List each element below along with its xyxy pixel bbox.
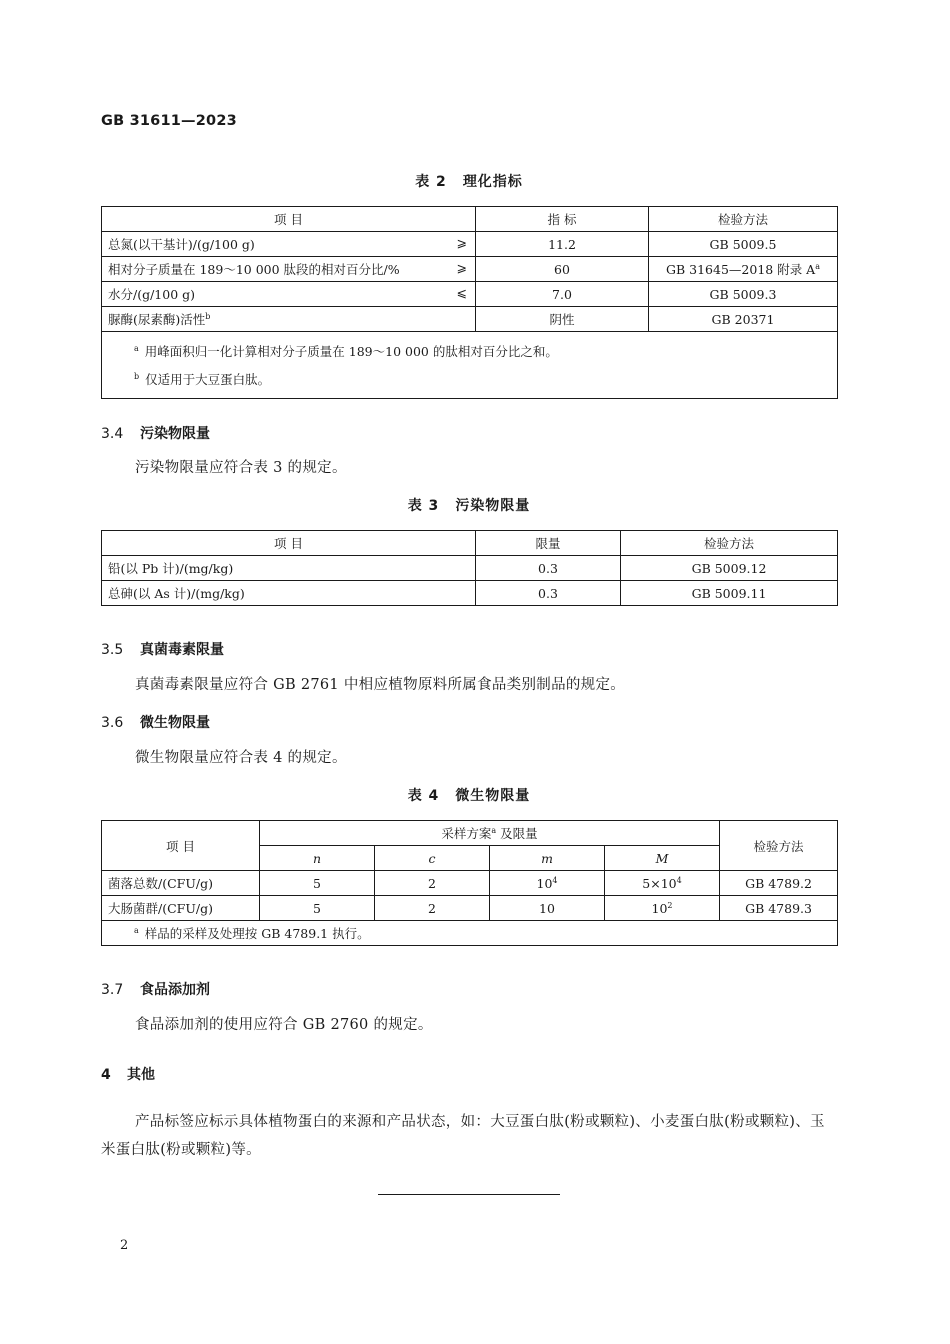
table-3-caption bbox=[101, 495, 837, 515]
row-value: 11.2 bbox=[476, 232, 649, 257]
row-value: 0.3 bbox=[476, 556, 621, 581]
section-number: 3.5 bbox=[101, 642, 124, 658]
column-header-M: M bbox=[605, 846, 720, 871]
table-caption-title: 污染物限量 bbox=[455, 498, 531, 514]
row-value: 7.0 bbox=[476, 282, 649, 307]
end-rule bbox=[378, 1194, 560, 1195]
row-method: GB 5009.5 bbox=[649, 232, 838, 257]
comparison-operator: ⩾ bbox=[456, 260, 467, 275]
table-row bbox=[102, 581, 838, 606]
table-row bbox=[102, 232, 838, 257]
section-title: 真菌毒素限量 bbox=[140, 642, 224, 658]
comparison-operator: ⩾ bbox=[456, 235, 467, 250]
row-item: 总砷(以 As 计)/(mg/kg) bbox=[102, 581, 476, 606]
column-header-method: 检验方法 bbox=[621, 531, 838, 556]
table-caption-number: 表 4 bbox=[407, 788, 440, 804]
column-header-method: 检验方法 bbox=[720, 821, 838, 871]
page-number: 2 bbox=[120, 1238, 129, 1253]
row-method: GB 20371 bbox=[649, 307, 838, 332]
footnote-text: 仅适用于大豆蛋白肽。 bbox=[145, 372, 271, 387]
column-header-sampling-plan bbox=[260, 821, 720, 846]
section-title: 污染物限量 bbox=[140, 426, 210, 442]
row-value: 60 bbox=[476, 257, 649, 282]
row-method: GB 4789.3 bbox=[720, 896, 838, 921]
table-row bbox=[102, 257, 838, 282]
table-caption-title: 微生物限量 bbox=[455, 788, 531, 804]
column-header-method: 检验方法 bbox=[649, 207, 838, 232]
footnote-text: 用峰面积归一化计算相对分子质量在 189～10 000 的肽相对百分比之和。 bbox=[144, 344, 558, 359]
footnote-text: 样品的采样及处理按 GB 4789.1 执行。 bbox=[144, 926, 370, 941]
row-n: 5 bbox=[260, 896, 375, 921]
section-heading-3-4 bbox=[101, 423, 210, 443]
section-number: 3.7 bbox=[101, 982, 124, 998]
table-row bbox=[102, 871, 838, 896]
footnote-mark: a bbox=[491, 826, 497, 835]
section-4-text: 产品标签应标示具体植物蛋白的来源和产品状态，如：大豆蛋白肽(粉或颗粒)、小麦蛋白肽(粉或颗粒)、玉米蛋白肽(粉或颗粒)等。 bbox=[101, 1114, 825, 1158]
row-item: 脲酶(尿素酶)活性 bbox=[108, 312, 206, 327]
table-row bbox=[102, 896, 838, 921]
section-3-7-text: 食品添加剂的使用应符合 GB 2760 的规定。 bbox=[135, 1017, 433, 1033]
table-2-caption bbox=[101, 171, 837, 191]
table-caption-title: 理化指标 bbox=[462, 174, 523, 190]
table-footnotes bbox=[102, 921, 838, 946]
section-heading-4 bbox=[101, 1064, 155, 1084]
table-row bbox=[102, 282, 838, 307]
sampling-plan-label: 采样方案 bbox=[441, 826, 492, 841]
sampling-plan-suffix: 及限量 bbox=[496, 826, 538, 841]
row-item: 大肠菌群/(CFU/g) bbox=[102, 896, 260, 921]
row-method: GB 5009.3 bbox=[649, 282, 838, 307]
exponent: 4 bbox=[552, 875, 558, 885]
column-header-item: 项 目 bbox=[102, 821, 260, 871]
section-heading-3-5 bbox=[101, 639, 224, 659]
row-M-cell bbox=[605, 896, 720, 921]
column-header-m: m bbox=[490, 846, 605, 871]
row-method: GB 5009.11 bbox=[621, 581, 838, 606]
section-title: 微生物限量 bbox=[140, 715, 210, 731]
footnote-mark: a bbox=[134, 344, 139, 353]
row-item: 菌落总数/(CFU/g) bbox=[102, 871, 260, 896]
row-method-cell bbox=[649, 257, 838, 282]
row-n: 5 bbox=[260, 871, 375, 896]
row-M: 10 bbox=[651, 900, 668, 916]
table-footnotes bbox=[102, 332, 838, 399]
comparison-operator: ⩽ bbox=[456, 285, 467, 300]
table-row bbox=[102, 556, 838, 581]
standard-number: GB 31611—2023 bbox=[101, 113, 237, 129]
exponent: 4 bbox=[676, 875, 682, 885]
footnote-mark: b bbox=[205, 312, 211, 321]
table-caption-number: 表 3 bbox=[407, 498, 440, 514]
exponent: 2 bbox=[667, 900, 673, 910]
footnote-mark: b bbox=[134, 372, 140, 381]
table-caption-number: 表 2 bbox=[415, 174, 447, 190]
row-c: 2 bbox=[375, 871, 490, 896]
section-number: 4 bbox=[101, 1067, 111, 1083]
row-m: 10 bbox=[536, 875, 553, 891]
row-item: 相对分子质量在 189～10 000 肽段的相对百分比/% bbox=[108, 262, 400, 277]
row-m-cell bbox=[490, 871, 605, 896]
row-value: 0.3 bbox=[476, 581, 621, 606]
section-heading-3-6 bbox=[101, 712, 210, 732]
table-4-caption bbox=[101, 785, 837, 805]
column-header-item: 项 目 bbox=[102, 531, 476, 556]
table-2-physicochemical bbox=[101, 206, 838, 399]
section-3-6-text: 微生物限量应符合表 4 的规定。 bbox=[135, 750, 347, 766]
section-title: 食品添加剂 bbox=[140, 982, 210, 998]
section-heading-3-7 bbox=[101, 979, 210, 999]
column-header-index: 指 标 bbox=[476, 207, 649, 232]
table-4-microbial bbox=[101, 820, 838, 946]
row-value: 阴性 bbox=[476, 307, 649, 332]
row-m: 10 bbox=[490, 896, 605, 921]
section-title: 其他 bbox=[127, 1067, 155, 1083]
footnote bbox=[136, 336, 827, 364]
footnote bbox=[136, 364, 827, 392]
row-c: 2 bbox=[375, 896, 490, 921]
row-method: GB 4789.2 bbox=[720, 871, 838, 896]
row-M-cell bbox=[605, 871, 720, 896]
section-number: 3.4 bbox=[101, 426, 124, 442]
column-header-c: c bbox=[375, 846, 490, 871]
row-M: 5×10 bbox=[642, 875, 677, 891]
column-header-item: 项 目 bbox=[102, 207, 476, 232]
footnote-mark: a bbox=[815, 262, 820, 271]
table-3-contaminants bbox=[101, 530, 838, 606]
footnote-mark: a bbox=[134, 926, 139, 935]
section-number: 3.6 bbox=[101, 715, 124, 731]
row-method: GB 5009.12 bbox=[621, 556, 838, 581]
section-3-5-text: 真菌毒素限量应符合 GB 2761 中相应植物原料所属食品类别制品的规定。 bbox=[135, 677, 626, 693]
row-item: 铅(以 Pb 计)/(mg/kg) bbox=[102, 556, 476, 581]
row-item: 总氮(以干基计)/(g/100 g) bbox=[108, 237, 255, 252]
row-method: GB 31645—2018 附录 A bbox=[666, 262, 816, 277]
row-item: 水分/(g/100 g) bbox=[108, 287, 196, 302]
table-row bbox=[102, 307, 838, 332]
section-3-4-text: 污染物限量应符合表 3 的规定。 bbox=[135, 460, 347, 476]
column-header-limit: 限量 bbox=[476, 531, 621, 556]
column-header-n: n bbox=[260, 846, 375, 871]
